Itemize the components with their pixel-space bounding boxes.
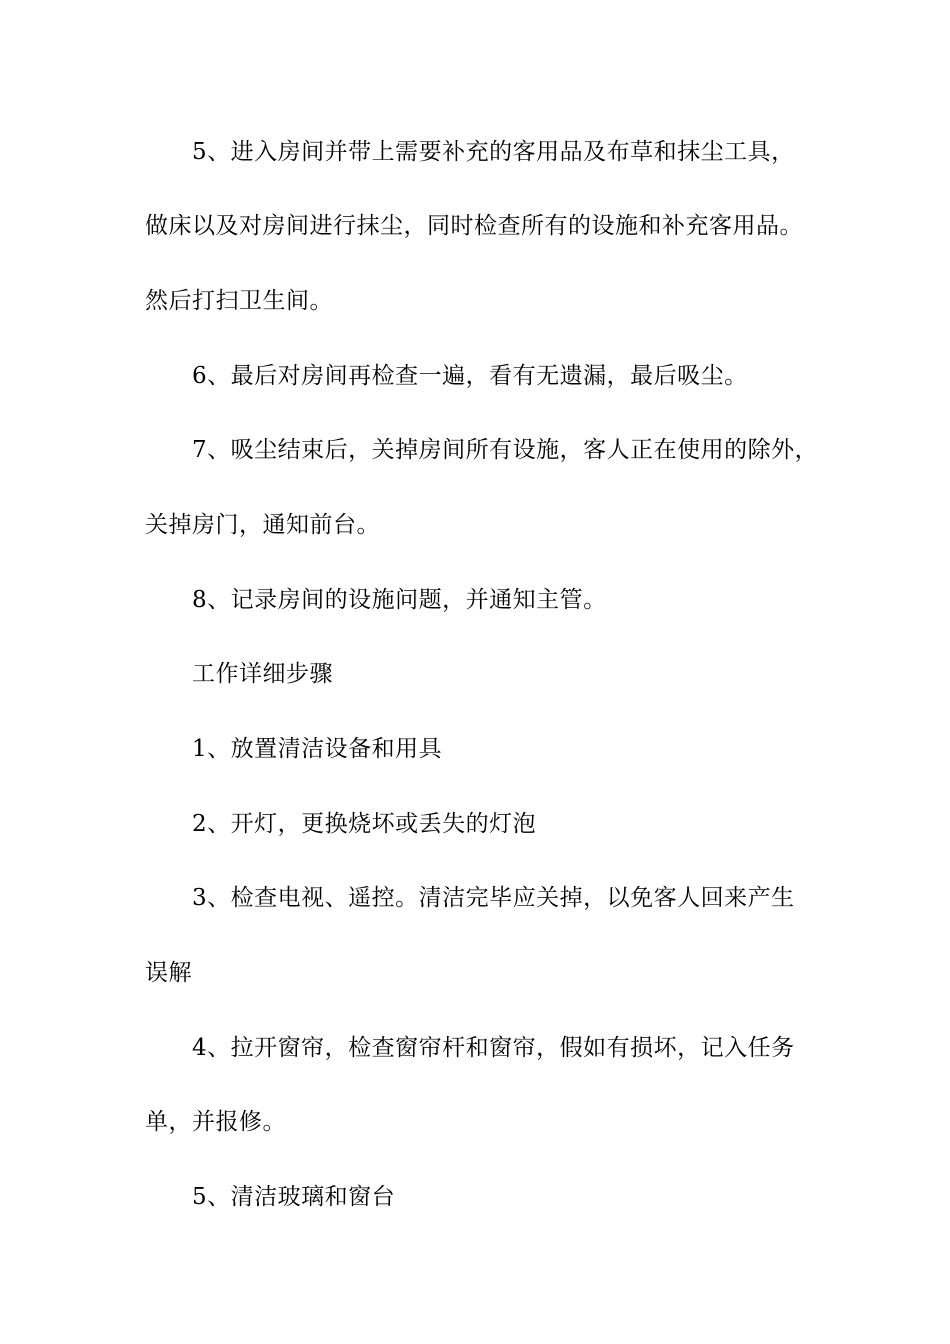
paragraph-line: 5、进入房间并带上需要补充的客用品及布草和抹尘工具，: [192, 139, 795, 165]
paragraph-line: 4、拉开窗帘，检查窗帘杆和窗帘，假如有损坏，记入任务: [192, 1035, 795, 1061]
paragraph-line: 关掉房门，通知前台。: [145, 512, 380, 538]
paragraph-line: 5、清洁玻璃和窗台: [192, 1184, 396, 1210]
paragraph-line: 单，并报修。: [145, 1109, 286, 1135]
paragraph-line: 误解: [145, 960, 192, 986]
paragraph-line: 3、检查电视、遥控。清洁完毕应关掉，以免客人回来产生: [192, 885, 795, 911]
paragraph-line: 7、吸尘结束后，关掉房间所有设施，客人正在使用的除外，: [192, 437, 819, 463]
paragraph-line: 然后打扫卫生间。: [145, 288, 333, 314]
paragraph-line: 1、放置清洁设备和用具: [192, 736, 443, 762]
section-heading: 工作详细步骤: [192, 661, 333, 687]
paragraph-line: 2、开灯，更换烧坏或丢失的灯泡: [192, 811, 537, 837]
paragraph-line: 6、最后对房间再检查一遍，看有无遗漏，最后吸尘。: [192, 363, 748, 389]
paragraph-line: 做床以及对房间进行抹尘，同时检查所有的设施和补充客用品。: [145, 213, 803, 239]
paragraph-line: 8、记录房间的设施问题，并通知主管。: [192, 587, 607, 613]
